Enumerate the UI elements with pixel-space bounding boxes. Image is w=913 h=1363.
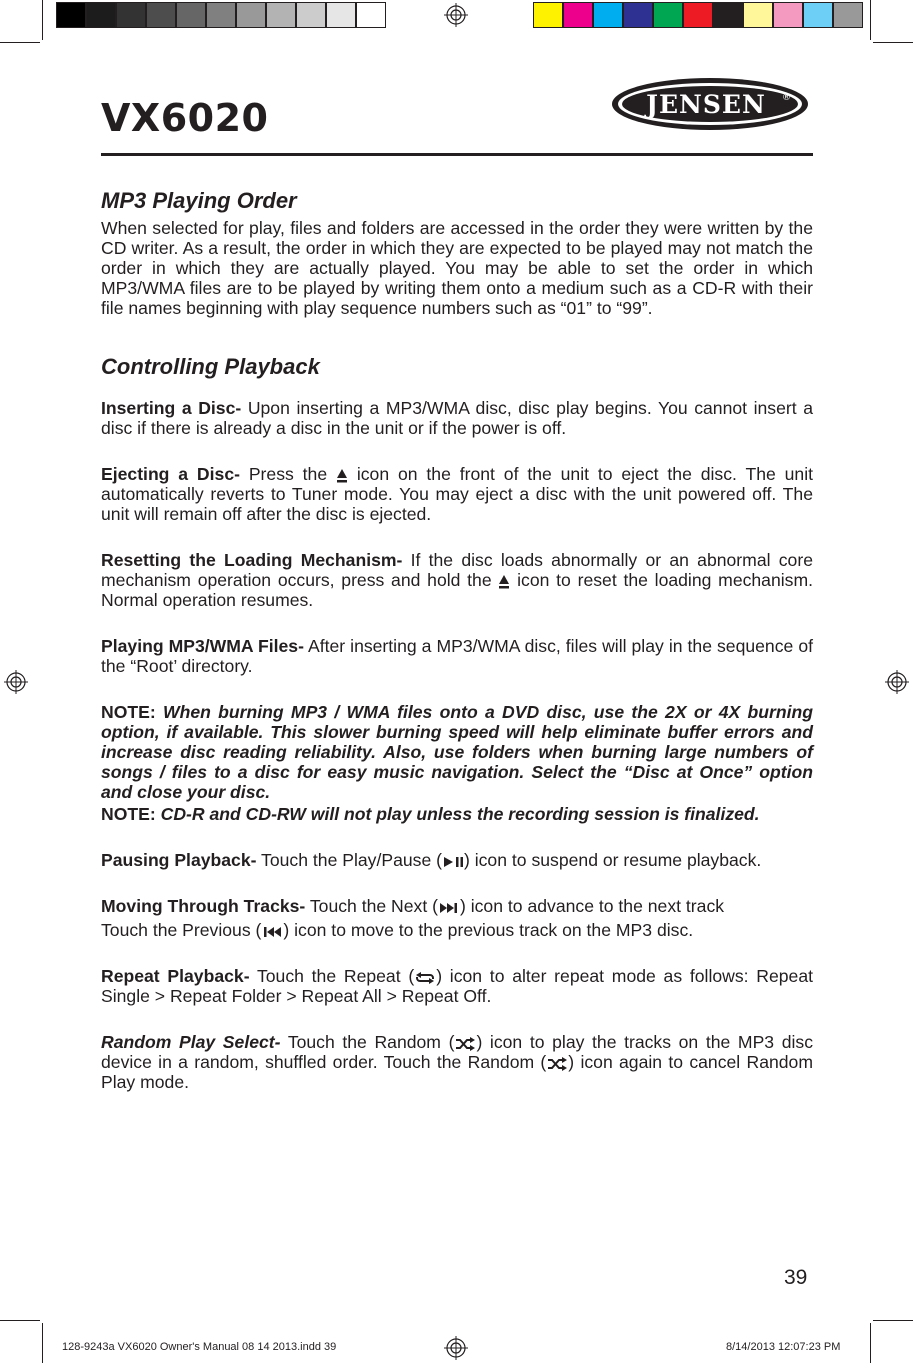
grayscale-swatch: [356, 2, 386, 28]
inserting-disc-text: Upon inserting a MP3/WMA disc, disc play begins. You cannot insert a disc if there is already a disc in the unit or if the power is off.: [101, 398, 813, 438]
grayscale-swatch: [116, 2, 146, 28]
random-play-label: Random Play Select-: [101, 1032, 281, 1052]
process-color-swatch: [563, 2, 593, 28]
repeat-playback-text: Touch the Repeat (: [249, 966, 415, 986]
next-track-icon: [438, 901, 460, 915]
grayscale-swatch: [296, 2, 326, 28]
random-play-text: Touch the Random (: [280, 1032, 455, 1052]
process-color-swatch: [593, 2, 623, 28]
repeat-playback-text-end: ) icon to alter repeat mode as follows: Repeat Single > Repeat Folder > Repeat All > Repeat Off.: [101, 966, 814, 1006]
process-color-swatch: [713, 2, 743, 28]
registration-target-icon: [885, 670, 909, 694]
mp3-order-paragraph: When selected for play, files and folders are accessed in the order they were written by the CD writer. As a result, the order in which they are expected to be played may not match the order in which they are actually played. You may be able to set the order in which MP3/WMA files are to be played by writing them onto a medium such as a CD-R with their file names beginning with play sequence numbers such as “01” to “99”.: [101, 218, 813, 318]
crop-mark: [0, 42, 40, 43]
random-play-paragraph: [101, 1032, 813, 1092]
process-color-swatch: [743, 2, 773, 28]
registered-mark: ®: [782, 93, 791, 103]
process-color-swatch: [683, 2, 713, 28]
grayscale-swatch: [326, 2, 356, 28]
resetting-mechanism-paragraph: [101, 550, 813, 610]
crop-mark: [873, 1320, 913, 1321]
pausing-playback-text-end: ) icon to suspend or resume playback.: [463, 850, 762, 870]
note-label: NOTE:: [101, 804, 156, 824]
grayscale-swatch: [86, 2, 116, 28]
resetting-mechanism-text: If the disc loads abnormally or an abnormal core mechanism operation occurs, press and hold the: [101, 550, 813, 590]
crop-mark: [870, 1323, 871, 1363]
process-color-swatch: [653, 2, 683, 28]
eject-icon: [336, 468, 348, 483]
note-finalize-paragraph: [101, 804, 813, 824]
playing-files-paragraph: [101, 636, 813, 676]
play-pause-icon: [442, 855, 464, 869]
registration-target-icon: [444, 3, 468, 27]
crop-mark: [42, 0, 43, 40]
moving-tracks-paragraph: [101, 896, 813, 916]
process-color-swatch: [623, 2, 653, 28]
note-finalize-text: CD-R and CD-RW will not play unless the recording session is finalized.: [155, 804, 760, 824]
ejecting-disc-label: Ejecting a Disc-: [101, 464, 240, 484]
previous-track-paragraph: [101, 920, 813, 940]
registration-target-icon: [444, 1336, 468, 1360]
pausing-playback-paragraph: [101, 850, 813, 870]
section-title-mp3-order: MP3 Playing Order: [101, 188, 297, 213]
process-color-swatch: [773, 2, 803, 28]
playing-files-label: Playing MP3/WMA Files-: [101, 636, 304, 656]
note-burning-paragraph: [101, 702, 813, 802]
shuffle-icon: [454, 1037, 476, 1051]
note-burning-text: When burning MP3 / WMA files onto a DVD disc, use the 2X or 4X burning option, if available. This slower burning speed will help eliminate buffer errors and increase disc reading reliability. Also, use folders when burning large numbers of songs / files to a disc for easy music navigation. Select the “Disc at Once” option and close your disc.: [101, 702, 813, 802]
moving-tracks-label: Moving Through Tracks-: [101, 896, 306, 916]
process-color-swatch: [803, 2, 833, 28]
grayscale-swatch: [206, 2, 236, 28]
brand-name: JENSEN: [646, 90, 766, 119]
previous-track-icon: [261, 925, 283, 939]
grayscale-swatch-bar: [56, 2, 386, 28]
previous-track-text-end: ) icon to move to the previous track on the MP3 disc.: [283, 920, 694, 940]
eject-icon: [498, 574, 510, 589]
grayscale-swatch: [266, 2, 296, 28]
registration-target-icon: [4, 670, 28, 694]
ejecting-disc-text: Press the: [239, 464, 336, 484]
inserting-disc-label: Inserting a Disc-: [101, 398, 242, 418]
crop-mark: [873, 42, 913, 43]
resetting-mechanism-text-end: icon to reset the loading mechanism. Normal operation resumes.: [101, 570, 813, 610]
process-color-swatch: [533, 2, 563, 28]
page-title: VX6020: [101, 96, 269, 140]
moving-tracks-text: Touch the Next (: [305, 896, 438, 916]
repeat-icon: [414, 971, 436, 985]
header-rule: [101, 153, 813, 156]
ejecting-disc-text-end: icon on the front of the unit to eject the disc. The unit automatically reverts to Tuner mode. You may eject a disc with the unit powered off. The unit will remain off after the disc is ejected.: [101, 464, 813, 524]
crop-mark: [42, 1323, 43, 1363]
process-color-swatch: [833, 2, 863, 28]
moving-tracks-text-end: ) icon to advance to the next track: [459, 896, 725, 916]
section-title-controlling-playback: Controlling Playback: [101, 354, 320, 379]
repeat-playback-label: Repeat Playback-: [101, 966, 250, 986]
repeat-playback-paragraph: [101, 966, 813, 1006]
page-number: 39: [784, 1266, 808, 1289]
random-play-text-end: ) icon again to cancel Random Play mode.: [101, 1052, 813, 1092]
resetting-mechanism-label: Resetting the Loading Mechanism-: [101, 550, 403, 570]
crop-mark: [0, 1320, 40, 1321]
jensen-logo: [610, 76, 810, 132]
grayscale-swatch: [236, 2, 266, 28]
pausing-playback-text: Touch the Play/Pause (: [256, 850, 442, 870]
ejecting-disc-paragraph: [101, 464, 813, 524]
note-label: NOTE:: [101, 702, 156, 722]
inserting-disc-paragraph: [101, 398, 813, 438]
process-color-swatch-bar: [533, 2, 863, 28]
footer-date-stamp: 8/14/2013 12:07:23 PM: [726, 1341, 841, 1353]
footer-file-slug: 128-9243a VX6020 Owner's Manual 08 14 2013.indd 39: [62, 1341, 337, 1353]
main-content: [101, 188, 813, 1092]
grayscale-swatch: [176, 2, 206, 28]
pausing-playback-label: Pausing Playback-: [101, 850, 257, 870]
shuffle-icon: [546, 1057, 568, 1071]
grayscale-swatch: [146, 2, 176, 28]
playing-files-text: After inserting a MP3/WMA disc, files will play in the sequence of the “Root’ directory.: [101, 636, 813, 676]
grayscale-swatch: [56, 2, 86, 28]
previous-track-text: Touch the Previous (: [101, 920, 262, 940]
crop-mark: [870, 0, 871, 40]
random-play-text-mid: ) icon to play the tracks on the MP3 disc device in a random, shuffled order. Touch the Random (: [101, 1032, 813, 1072]
